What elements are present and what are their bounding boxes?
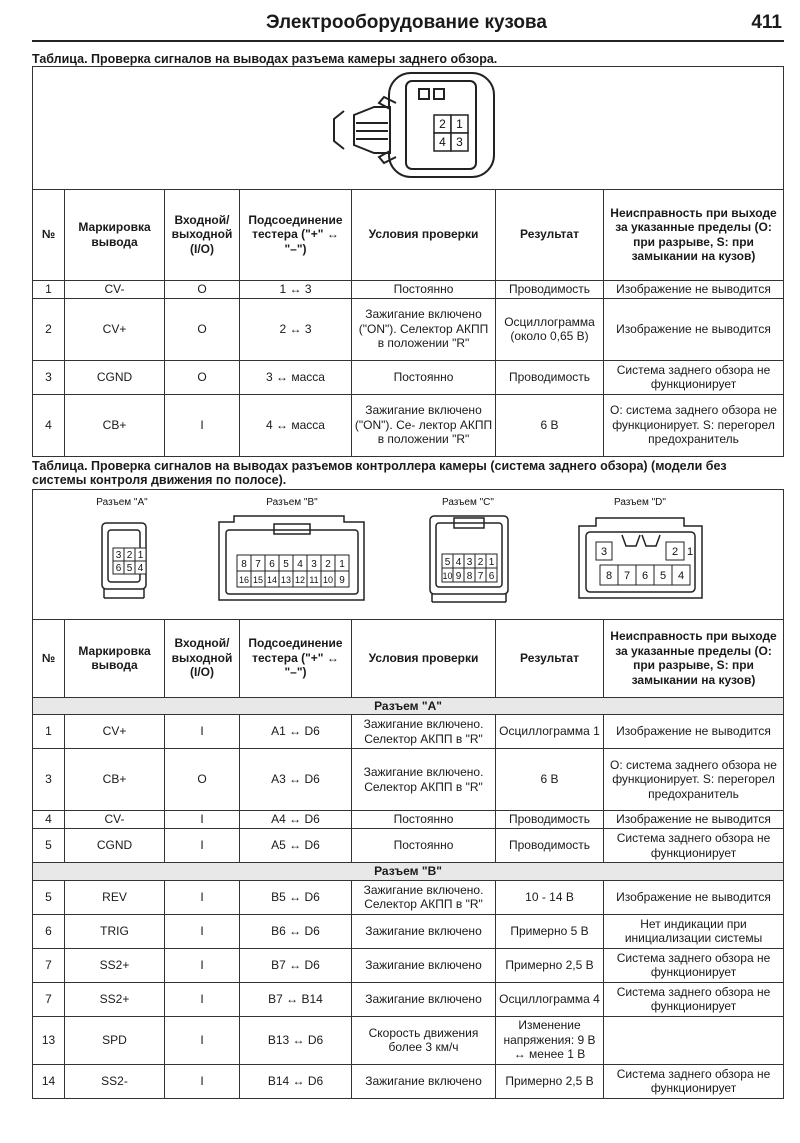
cell: B13 ↔ D6 <box>240 1016 352 1064</box>
page-header <box>32 10 784 42</box>
cell: Проводимость <box>496 360 604 394</box>
cell: I <box>165 394 240 456</box>
cell: 7 <box>33 948 65 982</box>
cell: O <box>165 360 240 394</box>
cell: Осциллограмма (около 0,65 В) <box>496 298 604 360</box>
cell: SS2- <box>65 1064 165 1098</box>
col-header: Маркировка вывода <box>65 619 165 697</box>
cell: Зажигание включено. Селектор АКПП в "R" <box>352 880 496 914</box>
cell: Скорость движения более 3 км/ч <box>352 1016 496 1064</box>
cell: B5 ↔ D6 <box>240 880 352 914</box>
pin-label: 5 <box>444 557 450 568</box>
cell: 1 <box>33 280 65 298</box>
cell: 10 - 14 В <box>496 880 604 914</box>
cell: O <box>165 280 240 298</box>
cell: 4 <box>33 394 65 456</box>
table-row <box>33 811 784 829</box>
pin-label: 2 <box>438 117 446 131</box>
cell: I <box>165 1016 240 1064</box>
pin-label: 16 <box>238 575 249 585</box>
cell: Зажигание включено <box>352 982 496 1016</box>
cell: Зажигание включено <box>352 1064 496 1098</box>
pin-label: 6 <box>115 563 121 574</box>
pin-label: 3 <box>115 550 121 561</box>
col-header: № <box>33 189 65 280</box>
col-header: Подсоединение тестера ("+" ↔ "–") <box>240 189 352 280</box>
pin-label: 8 <box>605 570 612 582</box>
cell: Осциллограмма 4 <box>496 982 604 1016</box>
cell: SPD <box>65 1016 165 1064</box>
cell: Зажигание включено ("ON"). Се- лектор АКПП в положении "R" <box>352 394 496 456</box>
pin-label: 7 <box>254 559 261 570</box>
cell: CV+ <box>65 298 165 360</box>
cell: A5 ↔ D6 <box>240 829 352 863</box>
pin-label: 9 <box>338 575 345 586</box>
pin-label: 3 <box>600 546 607 558</box>
cell: I <box>165 829 240 863</box>
cell: 3 ↔ масса <box>240 360 352 394</box>
table-row <box>33 1064 784 1098</box>
cell: CB+ <box>65 394 165 456</box>
cell: Примерно 2,5 В <box>496 1064 604 1098</box>
pin-label: 1 <box>686 546 693 558</box>
pin-label: 4 <box>677 570 684 582</box>
cell: Изменение напряжения: 9 В ↔ менее 1 В <box>496 1016 604 1064</box>
cell: 5 <box>33 829 65 863</box>
cell: Проводимость <box>496 811 604 829</box>
table-row <box>33 715 784 749</box>
col-header: Условия проверки <box>352 619 496 697</box>
cell: Изображение не выводится <box>604 880 784 914</box>
col-header: Входной/ выходной (I/O) <box>165 189 240 280</box>
cell: Постоянно <box>352 811 496 829</box>
connector-b-label: Разъем "B" <box>265 497 318 508</box>
table-row <box>33 982 784 1016</box>
cell: Система заднего обзора не функционирует <box>604 829 784 863</box>
cell: Система заднего обзора не функционирует <box>604 948 784 982</box>
col-header: Результат <box>496 189 604 280</box>
page-title: Электрооборудование кузова <box>266 12 547 33</box>
cell: 6 В <box>496 394 604 456</box>
pin-label: 6 <box>268 559 275 570</box>
table1-caption: Таблица. Проверка сигналов на выводах разъема камеры заднего обзора. <box>32 52 498 66</box>
cell: Зажигание включено. Селектор АКПП в "R" <box>352 749 496 811</box>
pin-label: 5 <box>659 570 666 582</box>
cell: REV <box>65 880 165 914</box>
pin-label: 12 <box>294 575 305 585</box>
cell: A3 ↔ D6 <box>240 749 352 811</box>
cell: 5 <box>33 880 65 914</box>
controller-connectors-figure <box>33 490 784 620</box>
cell: Зажигание включено <box>352 914 496 948</box>
table1 <box>32 66 784 457</box>
cell: B7 ↔ B14 <box>240 982 352 1016</box>
cell: Зажигание включено. Селектор АКПП в "R" <box>352 715 496 749</box>
cell: 3 <box>33 360 65 394</box>
cell: Постоянно <box>352 360 496 394</box>
page-number: 411 <box>751 12 782 33</box>
cell: Проводимость <box>496 280 604 298</box>
col-header: Подсоединение тестера ("+" ↔ "–") <box>240 619 352 697</box>
col-header: Условия проверки <box>352 189 496 280</box>
cell: 14 <box>33 1064 65 1098</box>
cell: 6 <box>33 914 65 948</box>
pin-label: 9 <box>455 571 461 582</box>
table2 <box>32 489 784 1099</box>
cell: Примерно 5 В <box>496 914 604 948</box>
table1-header-row <box>33 189 784 280</box>
pin-label: 3 <box>455 135 463 149</box>
pin-label: 1 <box>137 550 143 561</box>
table-row <box>33 749 784 811</box>
cell: I <box>165 982 240 1016</box>
pin-label: 7 <box>477 571 483 582</box>
table2-caption: Таблица. Проверка сигналов на выводах разъемов контроллера камеры (система заднего обзора) (модели без системы контроля движения по полосе). <box>32 459 727 487</box>
table-row <box>33 298 784 360</box>
cell: Изображение не выводится <box>604 715 784 749</box>
cell: 6 В <box>496 749 604 811</box>
cell: CGND <box>65 829 165 863</box>
section-b-heading: Разъем "B" <box>33 863 784 881</box>
col-header: № <box>33 619 65 697</box>
table-row <box>33 829 784 863</box>
cell: O: система заднего обзора не функционирует. S: перегорел предохранитель <box>604 749 784 811</box>
cell: Постоянно <box>352 829 496 863</box>
cell: 1 ↔ 3 <box>240 280 352 298</box>
pin-label: 5 <box>282 559 289 570</box>
pin-label: 3 <box>310 559 317 570</box>
cell: 4 ↔ масса <box>240 394 352 456</box>
controller-connectors-diagram <box>34 490 783 615</box>
pin-label: 8 <box>240 559 247 570</box>
cell: CV- <box>65 811 165 829</box>
table-row <box>33 280 784 298</box>
pin-label: 2 <box>477 557 483 568</box>
pin-label: 7 <box>623 570 630 582</box>
cell: B7 ↔ D6 <box>240 948 352 982</box>
cell: Постоянно <box>352 280 496 298</box>
cell: Изображение не выводится <box>604 280 784 298</box>
cell: CV- <box>65 280 165 298</box>
cell: I <box>165 914 240 948</box>
pin-label: 4 <box>438 135 446 149</box>
cell <box>604 1016 784 1064</box>
camera-connector-diagram <box>34 67 783 185</box>
pin-label: 4 <box>296 559 303 570</box>
pin-label: 6 <box>488 571 494 582</box>
pin-label: 11 <box>308 575 319 585</box>
table-row <box>33 948 784 982</box>
cell: Изображение не выводится <box>604 811 784 829</box>
cell: O <box>165 749 240 811</box>
cell: 3 <box>33 749 65 811</box>
cell: 7 <box>33 982 65 1016</box>
cell: O: система заднего обзора не функционирует. S: перегорел предохранитель <box>604 394 784 456</box>
table-row <box>33 1016 784 1064</box>
connector-a-label: Разъем "A" <box>95 497 148 508</box>
cell: Зажигание включено <box>352 948 496 982</box>
cell: 4 <box>33 811 65 829</box>
pin-label: 10 <box>322 575 333 585</box>
cell: CB+ <box>65 749 165 811</box>
pin-label: 15 <box>252 575 263 585</box>
cell: TRIG <box>65 914 165 948</box>
pin-label: 4 <box>137 563 143 574</box>
pin-label: 2 <box>324 559 331 570</box>
cell: SS2+ <box>65 948 165 982</box>
cell: Система заднего обзора не функционирует <box>604 982 784 1016</box>
cell: 2 ↔ 3 <box>240 298 352 360</box>
cell: I <box>165 948 240 982</box>
pin-label: 8 <box>466 571 472 582</box>
cell: Примерно 2,5 В <box>496 948 604 982</box>
cell: Осциллограмма 1 <box>496 715 604 749</box>
col-header: Неисправность при выходе за указанные пределы (O: при разрыве, S: при замыкании на кузов) <box>604 189 784 280</box>
table-row <box>33 394 784 456</box>
cell: 2 <box>33 298 65 360</box>
cell: 13 <box>33 1016 65 1064</box>
connector-d-label: Разъем "D" <box>613 497 666 508</box>
col-header: Результат <box>496 619 604 697</box>
cell: CGND <box>65 360 165 394</box>
cell: Система заднего обзора не функционирует <box>604 1064 784 1098</box>
cell: Нет индикации при инициализации системы <box>604 914 784 948</box>
col-header: Маркировка вывода <box>65 189 165 280</box>
col-header: Неисправность при выходе за указанные пределы (O: при разрыве, S: при замыкании на кузов) <box>604 619 784 697</box>
cell: B6 ↔ D6 <box>240 914 352 948</box>
cell: Изображение не выводится <box>604 298 784 360</box>
connector-c-label: Разъем "C" <box>441 497 494 508</box>
pin-label: 4 <box>455 557 461 568</box>
pin-label: 5 <box>126 563 132 574</box>
cell: Проводимость <box>496 829 604 863</box>
cell: I <box>165 715 240 749</box>
cell: O <box>165 298 240 360</box>
cell: I <box>165 1064 240 1098</box>
table-row <box>33 360 784 394</box>
cell: CV+ <box>65 715 165 749</box>
cell: B14 ↔ D6 <box>240 1064 352 1098</box>
table2-header-row <box>33 619 784 697</box>
pin-label: 10 <box>441 571 453 581</box>
cell: A4 ↔ D6 <box>240 811 352 829</box>
pin-label: 3 <box>466 557 472 568</box>
cell: Зажигание включено ("ON"). Селектор АКПП в положении "R" <box>352 298 496 360</box>
cell: SS2+ <box>65 982 165 1016</box>
cell: 1 <box>33 715 65 749</box>
pin-label: 1 <box>338 559 345 570</box>
col-header: Входной/ выходной (I/O) <box>165 619 240 697</box>
pin-label: 13 <box>280 575 291 585</box>
pin-label: 1 <box>488 557 494 568</box>
pin-label: 2 <box>671 546 678 558</box>
pin-label: 2 <box>126 550 132 561</box>
cell: A1 ↔ D6 <box>240 715 352 749</box>
cell: I <box>165 811 240 829</box>
pin-label: 1 <box>455 117 463 131</box>
table-row <box>33 880 784 914</box>
camera-connector-figure <box>33 67 784 190</box>
pin-label: 14 <box>266 575 277 585</box>
pin-label: 6 <box>641 570 648 582</box>
section-a-heading: Разъем "A" <box>33 697 784 715</box>
table-row <box>33 914 784 948</box>
cell: Система заднего обзора не функционирует <box>604 360 784 394</box>
cell: I <box>165 880 240 914</box>
